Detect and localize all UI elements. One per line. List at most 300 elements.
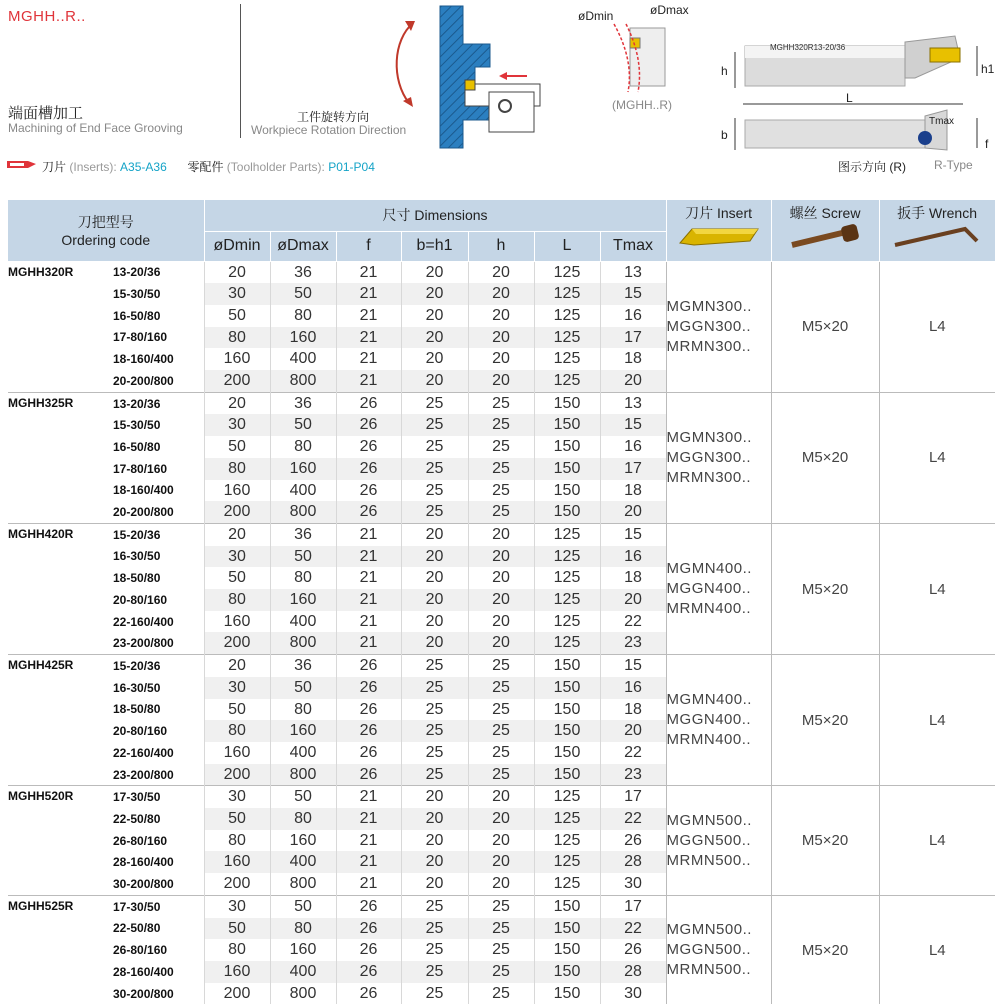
col-tmax: Tmax bbox=[600, 231, 666, 261]
table-row bbox=[8, 523, 995, 545]
insert-code: MGGN500.. bbox=[666, 831, 752, 849]
holder-label-en: (Toolholder Parts): bbox=[226, 160, 325, 174]
value-cell: 400 bbox=[270, 480, 336, 502]
value-cell: 30 bbox=[204, 283, 270, 305]
parts-line bbox=[42, 158, 375, 175]
value-cell: 25 bbox=[468, 939, 534, 961]
value-cell: 125 bbox=[534, 348, 600, 370]
code-cell: 28-160/400 bbox=[113, 855, 174, 870]
insert-code: MRMN400.. bbox=[666, 600, 752, 618]
value-cell: 20 bbox=[204, 392, 270, 414]
value-cell: 30 bbox=[600, 983, 666, 1004]
code-cell: 16-30/50 bbox=[113, 549, 161, 564]
value-cell: 21 bbox=[336, 851, 401, 873]
value-cell: 800 bbox=[270, 983, 336, 1004]
value-cell: 80 bbox=[270, 567, 336, 589]
value-cell: 20 bbox=[401, 873, 468, 895]
wrench-cell: L4 bbox=[879, 655, 995, 786]
code-cell: 16-50/80 bbox=[113, 439, 161, 454]
value-cell: 25 bbox=[468, 480, 534, 502]
value-cell: 80 bbox=[270, 808, 336, 830]
value-cell: 21 bbox=[336, 305, 401, 327]
table-row bbox=[8, 895, 995, 917]
value-cell: 50 bbox=[270, 414, 336, 436]
model-cell: MGHH425R bbox=[8, 655, 113, 786]
value-cell: 125 bbox=[534, 851, 600, 873]
value-cell: 25 bbox=[468, 961, 534, 983]
holder-label-cn: 零配件 bbox=[187, 160, 224, 174]
col-dmax: øDmax bbox=[270, 231, 336, 261]
value-cell: 30 bbox=[204, 414, 270, 436]
col-bh1: b=h1 bbox=[401, 231, 468, 261]
value-cell: 80 bbox=[204, 327, 270, 349]
value-cell: 20 bbox=[401, 348, 468, 370]
insert-cell bbox=[666, 895, 771, 1004]
rotation-cn: 工件旋转方向 bbox=[297, 110, 370, 124]
value-cell: 400 bbox=[270, 742, 336, 764]
value-cell: 21 bbox=[336, 546, 401, 568]
value-cell: 20 bbox=[401, 370, 468, 392]
value-cell: 21 bbox=[336, 632, 401, 654]
value-cell: 20 bbox=[401, 283, 468, 305]
code-cell: 20-200/800 bbox=[113, 505, 174, 520]
value-cell: 200 bbox=[204, 632, 270, 654]
value-cell: 125 bbox=[534, 632, 600, 654]
value-cell: 20 bbox=[468, 283, 534, 305]
rotation-arrow-icon bbox=[385, 15, 425, 110]
value-cell: 26 bbox=[336, 655, 401, 677]
insert-code: MRMN500.. bbox=[666, 851, 752, 869]
value-cell: 25 bbox=[468, 720, 534, 742]
value-cell: 200 bbox=[204, 764, 270, 786]
value-cell: 21 bbox=[336, 808, 401, 830]
value-cell: 150 bbox=[534, 939, 600, 961]
value-cell: 28 bbox=[600, 851, 666, 873]
value-cell: 20 bbox=[401, 611, 468, 633]
value-cell: 26 bbox=[336, 895, 401, 917]
code-cell: 22-50/80 bbox=[113, 811, 161, 826]
value-cell: 50 bbox=[204, 305, 270, 327]
value-cell: 150 bbox=[534, 983, 600, 1004]
value-cell: 26 bbox=[336, 764, 401, 786]
value-cell: 20 bbox=[401, 546, 468, 568]
value-cell: 160 bbox=[270, 327, 336, 349]
code-cell: 20-80/160 bbox=[113, 724, 168, 739]
value-cell: 26 bbox=[336, 939, 401, 961]
code-cell: 30-200/800 bbox=[113, 877, 174, 892]
code-cell: 18-160/400 bbox=[113, 352, 174, 367]
value-cell: 26 bbox=[336, 414, 401, 436]
value-cell: 25 bbox=[401, 918, 468, 940]
value-cell: 26 bbox=[336, 961, 401, 983]
value-cell: 18 bbox=[600, 699, 666, 721]
dim-h: h bbox=[721, 64, 728, 78]
value-cell: 17 bbox=[600, 786, 666, 808]
value-cell: 150 bbox=[534, 699, 600, 721]
value-cell: 125 bbox=[534, 283, 600, 305]
value-cell: 25 bbox=[401, 895, 468, 917]
value-cell: 30 bbox=[600, 873, 666, 895]
insert-code: MGMN400.. bbox=[666, 560, 752, 578]
value-cell: 13 bbox=[600, 261, 666, 283]
dim-tmax: Tmax bbox=[929, 116, 954, 127]
value-cell: 80 bbox=[204, 720, 270, 742]
value-cell: 20 bbox=[468, 305, 534, 327]
insert-code: MGGN300.. bbox=[666, 317, 752, 335]
value-cell: 150 bbox=[534, 655, 600, 677]
value-cell: 20 bbox=[401, 808, 468, 830]
value-cell: 20 bbox=[468, 261, 534, 283]
diameter-diagram bbox=[600, 20, 675, 95]
code-cell: 15-20/36 bbox=[113, 655, 204, 677]
value-cell: 150 bbox=[534, 501, 600, 523]
value-cell: 80 bbox=[204, 939, 270, 961]
code-cell: 17-80/160 bbox=[113, 330, 168, 345]
value-cell: 25 bbox=[468, 414, 534, 436]
page-title: MGHH..R.. bbox=[8, 8, 86, 25]
value-cell: 80 bbox=[270, 699, 336, 721]
code-cell: 23-200/800 bbox=[113, 767, 174, 782]
model-cell: MGHH420R bbox=[8, 523, 113, 654]
insert-code: MGGN400.. bbox=[666, 580, 752, 598]
diagram-dmin: øDmin bbox=[578, 9, 614, 23]
dimensions-header: 尺寸 Dimensions bbox=[204, 200, 666, 231]
value-cell: 20 bbox=[401, 567, 468, 589]
insert-code: MGMN300.. bbox=[666, 428, 752, 446]
value-cell: 25 bbox=[401, 458, 468, 480]
value-cell: 150 bbox=[534, 677, 600, 699]
dim-f: f bbox=[985, 137, 989, 151]
value-cell: 20 bbox=[401, 851, 468, 873]
spec-table-body bbox=[8, 261, 995, 1004]
value-cell: 25 bbox=[468, 983, 534, 1004]
divider bbox=[240, 4, 241, 138]
value-cell: 26 bbox=[336, 501, 401, 523]
value-cell: 26 bbox=[336, 983, 401, 1004]
value-cell: 80 bbox=[204, 589, 270, 611]
value-cell: 150 bbox=[534, 764, 600, 786]
value-cell: 20 bbox=[600, 720, 666, 742]
diagram-dmax: øDmax bbox=[650, 3, 689, 17]
value-cell: 25 bbox=[468, 436, 534, 458]
value-cell: 50 bbox=[270, 677, 336, 699]
value-cell: 20 bbox=[468, 873, 534, 895]
value-cell: 20 bbox=[468, 589, 534, 611]
value-cell: 21 bbox=[336, 567, 401, 589]
view-direction: 图示方向 (R) bbox=[838, 160, 906, 174]
value-cell: 800 bbox=[270, 632, 336, 654]
value-cell: 125 bbox=[534, 808, 600, 830]
value-cell: 20 bbox=[600, 501, 666, 523]
heading-cn: 端面槽加工 bbox=[8, 104, 84, 122]
wrench-cell: L4 bbox=[879, 895, 995, 1004]
value-cell: 20 bbox=[401, 305, 468, 327]
workpiece-section-diagram bbox=[435, 2, 545, 152]
value-cell: 125 bbox=[534, 370, 600, 392]
wrench-cell: L4 bbox=[879, 392, 995, 523]
value-cell: 125 bbox=[534, 589, 600, 611]
inserts-label-cn: 刀片 bbox=[42, 160, 67, 174]
insert-cell bbox=[666, 655, 771, 786]
value-cell: 30 bbox=[204, 677, 270, 699]
value-cell: 125 bbox=[534, 261, 600, 283]
value-cell: 400 bbox=[270, 851, 336, 873]
value-cell: 20 bbox=[468, 546, 534, 568]
code-cell: 22-160/400 bbox=[113, 614, 174, 629]
value-cell: 15 bbox=[600, 523, 666, 545]
insert-cell bbox=[666, 523, 771, 654]
value-cell: 28 bbox=[600, 961, 666, 983]
value-cell: 25 bbox=[468, 501, 534, 523]
value-cell: 15 bbox=[600, 655, 666, 677]
value-cell: 20 bbox=[468, 851, 534, 873]
col-dmin: øDmin bbox=[204, 231, 270, 261]
r-type-label: R-Type bbox=[934, 158, 973, 172]
value-cell: 21 bbox=[336, 348, 401, 370]
value-cell: 800 bbox=[270, 501, 336, 523]
code-cell: 17-30/50 bbox=[113, 786, 204, 808]
value-cell: 160 bbox=[270, 830, 336, 852]
value-cell: 16 bbox=[600, 546, 666, 568]
spec-table bbox=[8, 200, 996, 1004]
code-cell: 18-50/80 bbox=[113, 571, 161, 586]
value-cell: 26 bbox=[336, 720, 401, 742]
value-cell: 150 bbox=[534, 392, 600, 414]
value-cell: 25 bbox=[401, 677, 468, 699]
value-cell: 23 bbox=[600, 764, 666, 786]
value-cell: 21 bbox=[336, 283, 401, 305]
value-cell: 25 bbox=[401, 961, 468, 983]
holder-parts-link[interactable]: P01-P04 bbox=[328, 160, 375, 174]
value-cell: 20 bbox=[600, 589, 666, 611]
inserts-label-en: (Inserts): bbox=[69, 160, 117, 174]
value-cell: 160 bbox=[204, 348, 270, 370]
value-cell: 22 bbox=[600, 742, 666, 764]
value-cell: 20 bbox=[468, 348, 534, 370]
value-cell: 50 bbox=[204, 918, 270, 940]
code-cell: 15-20/36 bbox=[113, 523, 204, 545]
value-cell: 21 bbox=[336, 786, 401, 808]
value-cell: 30 bbox=[204, 786, 270, 808]
value-cell: 25 bbox=[468, 655, 534, 677]
value-cell: 26 bbox=[336, 392, 401, 414]
value-cell: 80 bbox=[204, 458, 270, 480]
code-cell: 13-20/36 bbox=[113, 392, 204, 414]
code-cell: 18-50/80 bbox=[113, 702, 161, 717]
value-cell: 25 bbox=[401, 699, 468, 721]
value-cell: 80 bbox=[270, 918, 336, 940]
value-cell: 16 bbox=[600, 305, 666, 327]
heading-en: Machining of End Face Grooving bbox=[8, 121, 183, 135]
value-cell: 13 bbox=[600, 392, 666, 414]
value-cell: 150 bbox=[534, 414, 600, 436]
value-cell: 20 bbox=[468, 611, 534, 633]
value-cell: 125 bbox=[534, 305, 600, 327]
value-cell: 125 bbox=[534, 786, 600, 808]
value-cell: 36 bbox=[270, 392, 336, 414]
screw-cell: M5×20 bbox=[771, 523, 879, 654]
code-cell: 16-30/50 bbox=[113, 680, 161, 695]
inserts-link[interactable]: A35-A36 bbox=[120, 160, 167, 174]
value-cell: 26 bbox=[600, 939, 666, 961]
model-cell: MGHH520R bbox=[8, 786, 113, 896]
value-cell: 20 bbox=[468, 523, 534, 545]
insert-code: MGMN400.. bbox=[666, 691, 752, 709]
value-cell: 26 bbox=[336, 458, 401, 480]
value-cell: 150 bbox=[534, 720, 600, 742]
value-cell: 20 bbox=[401, 523, 468, 545]
value-cell: 18 bbox=[600, 567, 666, 589]
insert-code: MRMN500.. bbox=[666, 961, 752, 979]
value-cell: 20 bbox=[401, 632, 468, 654]
insert-code: MGGN300.. bbox=[666, 448, 752, 466]
wrench-header: 扳手 Wrench bbox=[879, 200, 995, 261]
dim-b: b bbox=[721, 128, 728, 142]
value-cell: 150 bbox=[534, 895, 600, 917]
insert-code: MGGN500.. bbox=[666, 941, 752, 959]
wrench-cell: L4 bbox=[879, 261, 995, 392]
value-cell: 22 bbox=[600, 611, 666, 633]
insert-cell bbox=[666, 392, 771, 523]
value-cell: 80 bbox=[204, 830, 270, 852]
value-cell: 20 bbox=[468, 830, 534, 852]
value-cell: 20 bbox=[401, 327, 468, 349]
code-cell: 18-160/400 bbox=[113, 483, 174, 498]
value-cell: 400 bbox=[270, 961, 336, 983]
value-cell: 25 bbox=[401, 501, 468, 523]
value-cell: 21 bbox=[336, 370, 401, 392]
value-cell: 25 bbox=[401, 480, 468, 502]
code-cell: 26-80/160 bbox=[113, 943, 168, 958]
value-cell: 26 bbox=[600, 830, 666, 852]
value-cell: 200 bbox=[204, 501, 270, 523]
value-cell: 125 bbox=[534, 611, 600, 633]
value-cell: 25 bbox=[468, 895, 534, 917]
tool-marking: MGHH320R13-20/36 bbox=[770, 43, 846, 52]
toolholder-drawing bbox=[715, 18, 1000, 168]
insert-code: MRMN400.. bbox=[666, 731, 752, 749]
rotation-en: Workpiece Rotation Direction bbox=[251, 123, 407, 137]
col-h: h bbox=[468, 231, 534, 261]
value-cell: 125 bbox=[534, 567, 600, 589]
screw-cell: M5×20 bbox=[771, 392, 879, 523]
value-cell: 150 bbox=[534, 961, 600, 983]
value-cell: 30 bbox=[204, 546, 270, 568]
value-cell: 30 bbox=[204, 895, 270, 917]
insert-cell bbox=[666, 261, 771, 392]
code-cell: 23-200/800 bbox=[113, 636, 174, 651]
value-cell: 21 bbox=[336, 611, 401, 633]
wrench-cell: L4 bbox=[879, 786, 995, 896]
value-cell: 36 bbox=[270, 523, 336, 545]
value-cell: 20 bbox=[401, 589, 468, 611]
value-cell: 20 bbox=[204, 523, 270, 545]
value-cell: 800 bbox=[270, 873, 336, 895]
code-cell: 20-80/160 bbox=[113, 592, 168, 607]
value-cell: 21 bbox=[336, 873, 401, 895]
table-row bbox=[8, 655, 995, 677]
code-cell: 26-80/160 bbox=[113, 833, 168, 848]
value-cell: 25 bbox=[401, 655, 468, 677]
value-cell: 150 bbox=[534, 918, 600, 940]
value-cell: 21 bbox=[336, 523, 401, 545]
value-cell: 400 bbox=[270, 348, 336, 370]
value-cell: 25 bbox=[468, 764, 534, 786]
value-cell: 160 bbox=[204, 480, 270, 502]
value-cell: 25 bbox=[401, 720, 468, 742]
value-cell: 50 bbox=[204, 808, 270, 830]
value-cell: 25 bbox=[401, 436, 468, 458]
value-cell: 20 bbox=[468, 808, 534, 830]
value-cell: 20 bbox=[468, 370, 534, 392]
value-cell: 25 bbox=[468, 918, 534, 940]
value-cell: 50 bbox=[204, 567, 270, 589]
value-cell: 160 bbox=[270, 939, 336, 961]
value-cell: 17 bbox=[600, 895, 666, 917]
screw-cell: M5×20 bbox=[771, 655, 879, 786]
value-cell: 20 bbox=[401, 830, 468, 852]
wrench-cell: L4 bbox=[879, 523, 995, 654]
value-cell: 160 bbox=[204, 742, 270, 764]
value-cell: 200 bbox=[204, 873, 270, 895]
value-cell: 25 bbox=[468, 699, 534, 721]
table-row bbox=[8, 261, 995, 283]
value-cell: 125 bbox=[534, 830, 600, 852]
ordering-code-header: 刀把型号 Ordering code bbox=[8, 200, 204, 261]
value-cell: 36 bbox=[270, 655, 336, 677]
value-cell: 23 bbox=[600, 632, 666, 654]
value-cell: 800 bbox=[270, 370, 336, 392]
code-cell: 16-50/80 bbox=[113, 308, 161, 323]
value-cell: 17 bbox=[600, 327, 666, 349]
value-cell: 150 bbox=[534, 480, 600, 502]
dim-L: L bbox=[846, 91, 853, 105]
value-cell: 22 bbox=[600, 808, 666, 830]
code-cell: 30-200/800 bbox=[113, 986, 174, 1001]
code-cell: 20-200/800 bbox=[113, 373, 174, 388]
value-cell: 25 bbox=[401, 764, 468, 786]
insert-icon bbox=[674, 223, 764, 249]
value-cell: 17 bbox=[600, 458, 666, 480]
insert-cell bbox=[666, 786, 771, 896]
screw-cell: M5×20 bbox=[771, 261, 879, 392]
value-cell: 26 bbox=[336, 480, 401, 502]
value-cell: 160 bbox=[270, 458, 336, 480]
dim-h1: h1 bbox=[981, 62, 995, 76]
value-cell: 150 bbox=[534, 458, 600, 480]
value-cell: 15 bbox=[600, 414, 666, 436]
value-cell: 200 bbox=[204, 983, 270, 1004]
value-cell: 160 bbox=[204, 611, 270, 633]
value-cell: 50 bbox=[270, 895, 336, 917]
value-cell: 36 bbox=[270, 261, 336, 283]
screw-header: 螺丝 Screw bbox=[771, 200, 879, 261]
screw-cell: M5×20 bbox=[771, 895, 879, 1004]
insert-code: MRMN300.. bbox=[666, 468, 752, 486]
model-cell: MGHH525R bbox=[8, 895, 113, 1004]
value-cell: 25 bbox=[468, 677, 534, 699]
insert-code: MGMN500.. bbox=[666, 811, 752, 829]
value-cell: 15 bbox=[600, 283, 666, 305]
value-cell: 20 bbox=[401, 786, 468, 808]
screw-cell: M5×20 bbox=[771, 786, 879, 896]
value-cell: 125 bbox=[534, 546, 600, 568]
value-cell: 20 bbox=[468, 632, 534, 654]
value-cell: 16 bbox=[600, 436, 666, 458]
diagram-caption: (MGHH..R) bbox=[612, 98, 672, 112]
code-cell: 17-80/160 bbox=[113, 461, 168, 476]
value-cell: 26 bbox=[336, 742, 401, 764]
